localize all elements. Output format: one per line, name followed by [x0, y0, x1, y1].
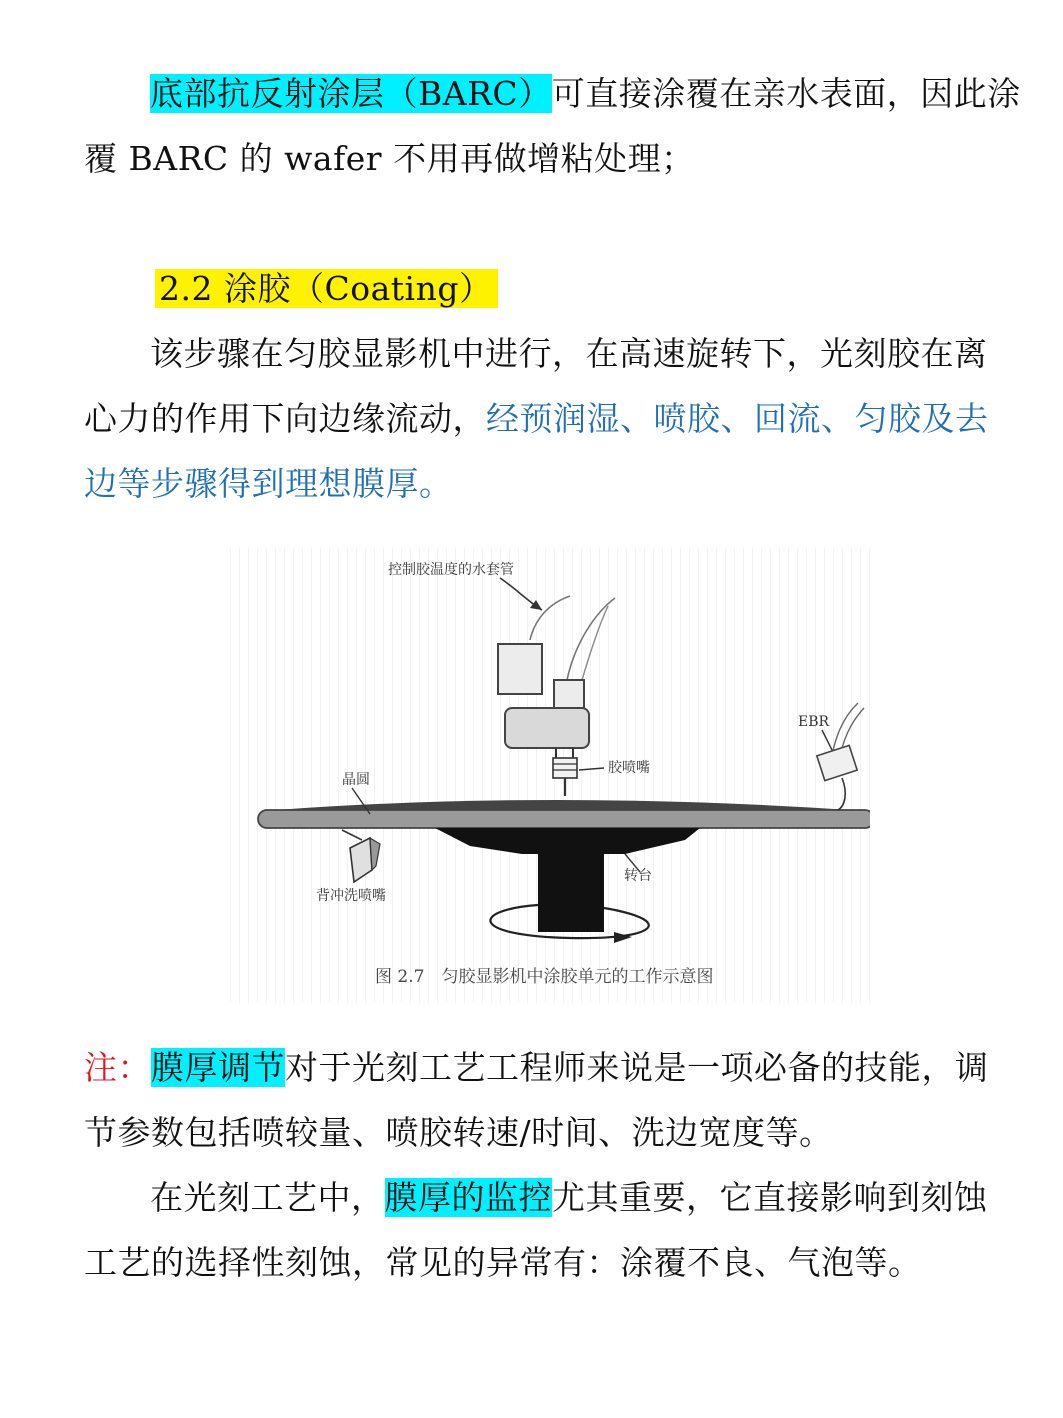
section-heading: [155, 267, 498, 311]
label-chuck: 转台: [624, 868, 652, 884]
dispense-head: [505, 708, 589, 748]
paragraph3-line2: 工艺的选择性刻蚀，常见的异常有：涂覆不良、气泡等。: [84, 1243, 922, 1282]
supply-block-left: [498, 644, 542, 694]
paragraph2-line2: [84, 397, 989, 441]
note-highlight: 膜厚调节: [151, 1048, 285, 1087]
coater-diagram: [230, 548, 870, 1003]
paragraph1-line1-text: 可直接涂覆在亲水表面，因此涂: [551, 74, 1021, 113]
barc-highlight: 底部抗反射涂层（BARC）: [150, 74, 552, 113]
nozzle-body: [553, 758, 577, 778]
paragraph2-line2-blue: 经预润湿、喷胶、回流、匀胶及去: [486, 399, 989, 438]
paragraph2-line2-text: 心力的作用下向边缘流动，: [84, 399, 486, 438]
label-nozzle: 胶喷嘴: [608, 760, 650, 776]
paragraph3-line1: [150, 1176, 988, 1220]
paragraph3-line1-start: 在光刻工艺中，: [150, 1178, 385, 1217]
paragraph2-line1: 该步骤在匀胶显影机中进行，在高速旋转下，光刻胶在离: [150, 334, 988, 373]
note-line1: [84, 1046, 989, 1090]
note-line2: 节参数包括喷较量、喷胶转速/时间、洗边宽度等。: [84, 1113, 833, 1152]
paragraph3-line1-rest: 尤其重要，它直接影响到刻蚀: [552, 1178, 988, 1217]
wafer-plate: [258, 810, 870, 828]
label-backrinse: 背冲洗喷嘴: [316, 888, 386, 904]
section-heading-highlight: 2.2 涂胶（Coating）: [155, 269, 498, 308]
label-ebr: EBR: [798, 714, 830, 730]
supply-block-right: [554, 680, 584, 710]
label-wafer: 晶圆: [342, 772, 370, 788]
note-prefix: 注：: [84, 1048, 151, 1087]
note-line1-text: 对于光刻工艺工程师来说是一项必备的技能，调: [285, 1048, 989, 1087]
figure-background: [230, 548, 870, 1003]
paragraph1-line2: 覆 BARC 的 wafer 不用再做增粘处理；: [84, 139, 695, 178]
label-water-jacket: 控制胶温度的水套管: [388, 562, 514, 578]
figure-caption: 图 2.7 匀胶显影机中涂胶单元的工作示意图: [375, 967, 714, 987]
paragraph3-highlight: 膜厚的监控: [384, 1178, 552, 1217]
paragraph1-line1: [150, 72, 1021, 116]
paragraph2-line3: 边等步骤得到理想膜厚。: [84, 464, 453, 503]
spin-chuck-shaft: [538, 854, 604, 932]
